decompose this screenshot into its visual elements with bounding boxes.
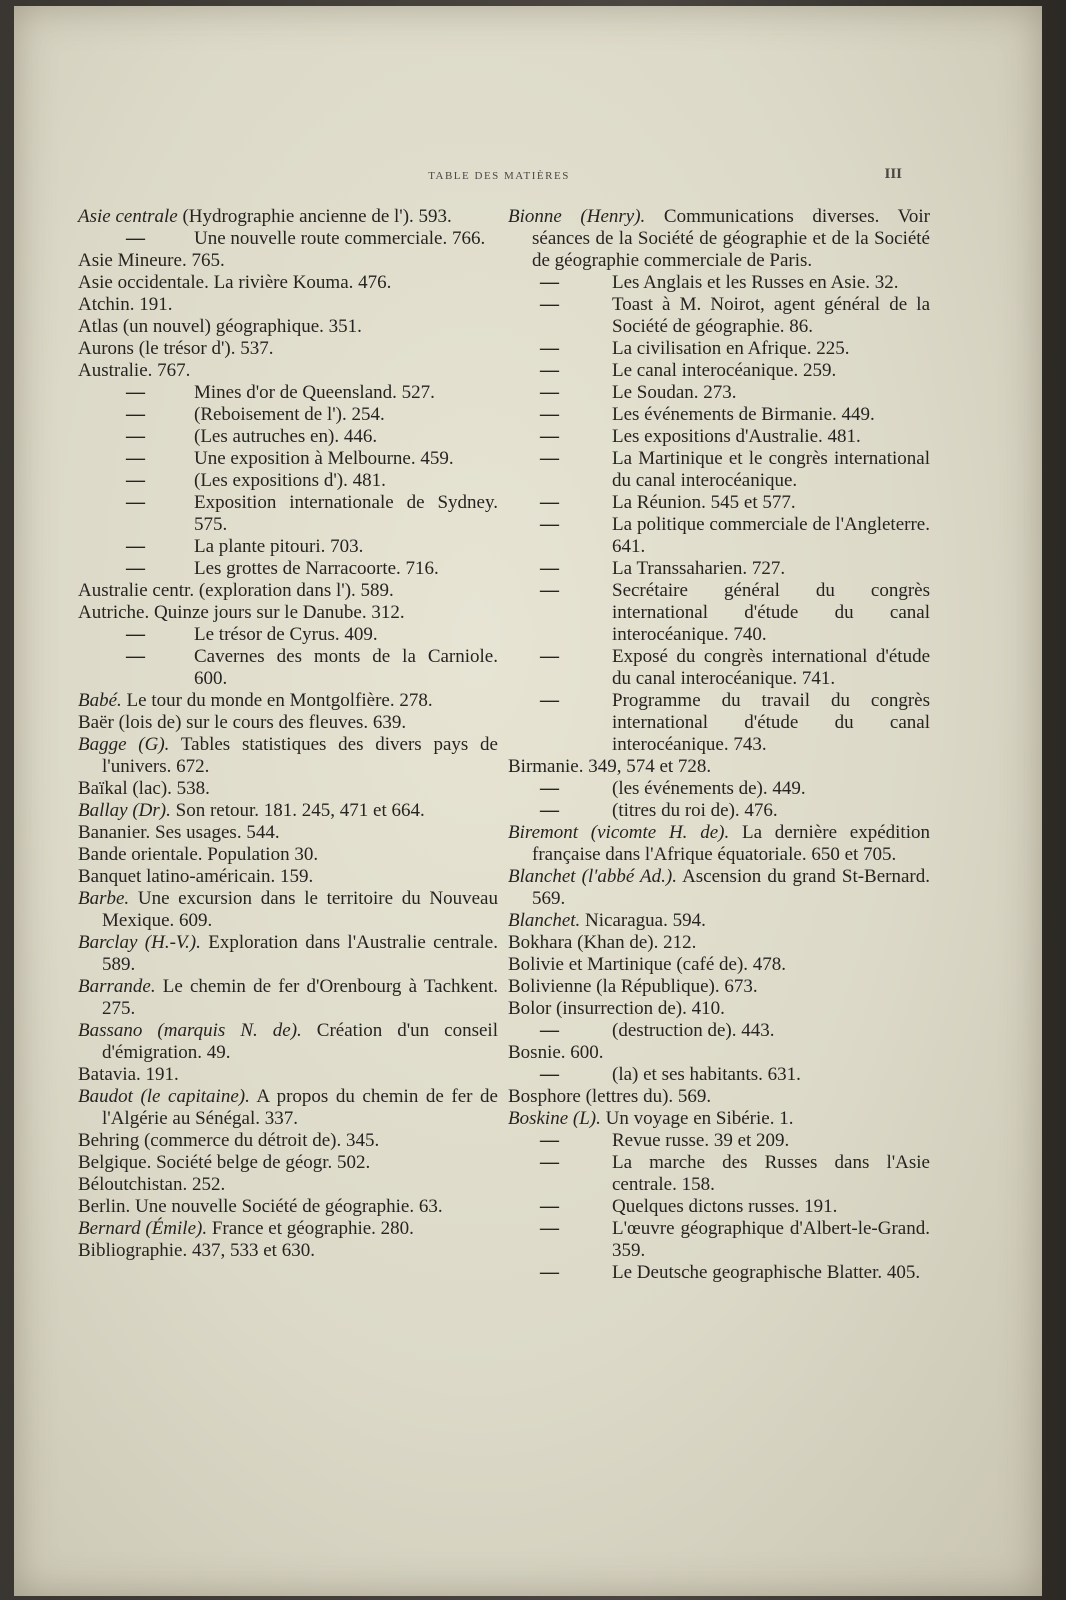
entry-text: Création d'un conseil d'émigration. 49. (102, 1020, 498, 1063)
index-column-left (78, 206, 498, 1262)
index-entry (78, 800, 498, 822)
entry-dash: — (540, 778, 559, 799)
entry-dash: — (126, 448, 145, 469)
entry-dash: — (540, 514, 559, 535)
entry-dash: — (540, 272, 559, 293)
index-subentry (78, 382, 498, 404)
entry-dash: — (540, 558, 559, 579)
entry-dash: — (126, 558, 145, 579)
index-subentry (78, 404, 498, 426)
entry-author: Biremont (vicomte H. de). (508, 822, 730, 843)
index-subentry (78, 448, 498, 470)
index-entry (78, 316, 498, 338)
entry-text: Baër (lois de) sur le cours des fleuves. 639. (78, 712, 407, 733)
entry-text: Bosphore (lettres du). 569. (508, 1086, 712, 1107)
entry-author: Ballay (Dr). (78, 800, 171, 821)
index-entry (78, 360, 498, 382)
entry-text: (la) et ses habitants. 631. (612, 1064, 801, 1085)
entry-text: Autriche. Quinze jours sur le Danube. 312. (78, 602, 405, 623)
index-subentry (508, 514, 930, 558)
index-subentry (508, 272, 930, 294)
entry-text: Le Soudan. 273. (612, 382, 737, 403)
index-entry (78, 580, 498, 602)
entry-text: (titres du roi de). 476. (612, 800, 778, 821)
entry-text: Les événements de Birmanie. 449. (612, 404, 875, 425)
entry-text: Les grottes de Narracoorte. 716. (194, 558, 439, 579)
entry-text: Asie Mineure. 765. (78, 250, 225, 271)
entry-text: (Reboisement de l'). 254. (194, 404, 385, 425)
entry-author: Baudot (le capitaine). (78, 1086, 250, 1107)
index-subentry (508, 1218, 930, 1262)
entry-text: Ascension du grand St-Bernard. 569. (532, 866, 930, 909)
index-entry (78, 932, 498, 976)
index-entry (78, 602, 498, 624)
entry-text: France et géographie. 280. (207, 1218, 414, 1239)
index-entry (78, 1020, 498, 1064)
entry-author: Bernard (Émile). (78, 1218, 208, 1239)
index-entry (78, 1064, 498, 1086)
entry-author: Bagge (G). (78, 734, 170, 755)
index-entry (78, 1174, 498, 1196)
entry-text: Baïkal (lac). 538. (78, 778, 210, 799)
index-subentry (78, 470, 498, 492)
entry-text: Le Deutsche geographische Blatter. 405. (612, 1262, 921, 1283)
page-header (14, 164, 1042, 194)
entry-text: (Les expositions d'). 481. (194, 470, 386, 491)
entry-dash: — (126, 228, 145, 249)
entry-text: Exposition internationale de Sydney. 575. (194, 492, 498, 535)
entry-text: Une nouvelle route commerciale. 766. (194, 228, 486, 249)
entry-dash: — (540, 1218, 559, 1239)
entry-text: Bande orientale. Population 30. (78, 844, 319, 865)
index-subentry (78, 426, 498, 448)
entry-text: (les événements de). 449. (612, 778, 806, 799)
entry-text: Une exposition à Melbourne. 459. (194, 448, 454, 469)
index-entry (78, 712, 498, 734)
entry-text: Son retour. 181. 245, 471 et 664. (170, 800, 425, 821)
index-subentry (508, 492, 930, 514)
index-entry (78, 822, 498, 844)
index-entry (508, 1108, 930, 1130)
entry-text: (Les autruches en). 446. (194, 426, 378, 447)
entry-text: La Transsaharien. 727. (612, 558, 786, 579)
entry-dash: — (126, 404, 145, 425)
index-subentry (508, 778, 930, 800)
index-entry (78, 1086, 498, 1130)
entry-text: Secrétaire général du congrès international d'étude du canal interocéanique. 740. (612, 580, 930, 645)
index-entry (508, 910, 930, 932)
index-subentry (508, 1152, 930, 1196)
index-entry (508, 822, 930, 866)
entry-text: Banquet latino-américain. 159. (78, 866, 314, 887)
index-entry (508, 954, 930, 976)
entry-dash: — (540, 580, 559, 601)
index-entry (78, 206, 498, 228)
entry-dash: — (540, 646, 559, 667)
index-entry (508, 1086, 930, 1108)
index-subentry (508, 1020, 930, 1042)
entry-text: Aurons (le trésor d'). 537. (78, 338, 274, 359)
entry-text: Bokhara (Khan de). 212. (508, 932, 697, 953)
index-subentry (508, 404, 930, 426)
entry-text: Tables statistiques des divers pays de l'univers. 672. (102, 734, 498, 777)
index-entry (78, 844, 498, 866)
entry-text: Communications diverses. Voir séances de la Société de géographie et de la Société de géographie commerciale de Paris. (532, 206, 930, 271)
entry-author: Asie centrale (78, 206, 178, 227)
entry-dash: — (540, 1262, 559, 1283)
index-subentry (508, 1064, 930, 1086)
entry-text: La civilisation en Afrique. 225. (612, 338, 850, 359)
entry-text: Exploration dans l'Australie centrale. 589. (102, 932, 498, 975)
index-entry (508, 932, 930, 954)
index-entry (508, 866, 930, 910)
entry-text: Les expositions d'Australie. 481. (612, 426, 861, 447)
index-entry (78, 778, 498, 800)
entry-dash: — (540, 382, 559, 403)
entry-text: Bibliographie. 437, 533 et 630. (78, 1240, 315, 1261)
entry-text: Programme du travail du congrès international d'étude du canal interocéanique. 743. (612, 690, 930, 755)
index-subentry (508, 360, 930, 382)
entry-text: Atchin. 191. (78, 294, 173, 315)
entry-text: Asie occidentale. La rivière Kouma. 476. (78, 272, 392, 293)
entry-text: Le canal interocéanique. 259. (612, 360, 837, 381)
entry-dash: — (540, 800, 559, 821)
entry-author: Boskine (L). (508, 1108, 601, 1129)
entry-author: Blanchet. (508, 910, 581, 931)
entry-dash: — (540, 294, 559, 315)
index-entry (78, 250, 498, 272)
entry-text: Behring (commerce du détroit de). 345. (78, 1130, 380, 1151)
entry-text: (Hydrographie ancienne de l'). 593. (177, 206, 452, 227)
entry-text: Australie. 767. (78, 360, 191, 381)
entry-text: Bolivienne (la République). 673. (508, 976, 758, 997)
page-number: III (884, 166, 902, 182)
entry-text: Les Anglais et les Russes en Asie. 32. (612, 272, 899, 293)
entry-text: Nicaragua. 594. (580, 910, 706, 931)
entry-text: L'œuvre géographique d'Albert-le-Grand. 359. (612, 1218, 930, 1261)
index-entry (508, 1042, 930, 1064)
index-subentry (78, 646, 498, 690)
index-entry (78, 734, 498, 778)
entry-dash: — (540, 404, 559, 425)
entry-text: Un voyage en Sibérie. 1. (600, 1108, 794, 1129)
entry-dash: — (540, 1196, 559, 1217)
index-subentry (508, 1196, 930, 1218)
entry-text: La dernière expédition française dans l'Afrique équatoriale. 650 et 705. (532, 822, 930, 865)
index-subentry (508, 690, 930, 756)
entry-dash: — (126, 624, 145, 645)
entry-text: La politique commerciale de l'Angleterre. 641. (612, 514, 930, 557)
entry-author: Bionne (Henry). (508, 206, 646, 227)
entry-text: Mines d'or de Queensland. 527. (194, 382, 435, 403)
index-subentry (78, 228, 498, 250)
entry-text: Bolivie et Martinique (café de). 478. (508, 954, 787, 975)
entry-text: Belgique. Société belge de géogr. 502. (78, 1152, 371, 1173)
entry-author: Bassano (marquis N. de). (78, 1020, 302, 1041)
index-entry (508, 976, 930, 998)
entry-text: La Réunion. 545 et 577. (612, 492, 796, 513)
entry-text: Une excursion dans le territoire du Nouveau Mexique. 609. (102, 888, 498, 931)
entry-text: Birmanie. 349, 574 et 728. (508, 756, 712, 777)
index-subentry (508, 558, 930, 580)
index-entry (78, 338, 498, 360)
entry-dash: — (126, 426, 145, 447)
index-entry (78, 294, 498, 316)
entry-text: Berlin. Une nouvelle Société de géographie. 63. (78, 1196, 443, 1217)
index-subentry (78, 624, 498, 646)
entry-dash: — (126, 492, 145, 513)
index-entry (508, 756, 930, 778)
index-subentry (508, 646, 930, 690)
entry-author: Babé. (78, 690, 122, 711)
entry-text: Toast à M. Noirot, agent général de la Société de géographie. 86. (612, 294, 930, 337)
entry-dash: — (540, 426, 559, 447)
index-entry (508, 998, 930, 1020)
entry-dash: — (540, 1020, 559, 1041)
entry-dash: — (540, 492, 559, 513)
index-entry (78, 976, 498, 1020)
running-title: TABLE DES MATIÈRES (428, 170, 570, 182)
entry-text: Revue russe. 39 et 209. (612, 1130, 790, 1151)
index-entry (78, 1130, 498, 1152)
entry-dash: — (540, 448, 559, 469)
entry-author: Barrande. (78, 976, 156, 997)
entry-text: Bolor (insurrection de). 410. (508, 998, 725, 1019)
entry-text: Le trésor de Cyrus. 409. (194, 624, 378, 645)
index-subentry (508, 448, 930, 492)
index-subentry (78, 492, 498, 536)
entry-dash: — (126, 536, 145, 557)
entry-text: Exposé du congrès international d'étude du canal interocéanique. 741. (612, 646, 930, 689)
entry-dash: — (126, 470, 145, 491)
entry-text: Quelques dictons russes. 191. (612, 1196, 838, 1217)
index-entry (78, 1240, 498, 1262)
entry-dash: — (540, 1152, 559, 1173)
index-subentry (508, 1262, 930, 1284)
index-entry (78, 272, 498, 294)
entry-dash: — (126, 382, 145, 403)
entry-text: La plante pitouri. 703. (194, 536, 364, 557)
index-entry (78, 1218, 498, 1240)
entry-text: Béloutchistan. 252. (78, 1174, 226, 1195)
entry-text: Batavia. 191. (78, 1064, 179, 1085)
entry-text: A propos du chemin de fer de l'Algérie au Sénégal. 337. (102, 1086, 498, 1129)
entry-text: La Martinique et le congrès international du canal interocéanique. (612, 448, 930, 491)
entry-text: Atlas (un nouvel) géographique. 351. (78, 316, 362, 337)
entry-dash: — (540, 338, 559, 359)
entry-text: Australie centr. (exploration dans l'). 589. (78, 580, 394, 601)
entry-author: Blanchet (l'abbé Ad.). (508, 866, 677, 887)
entry-dash: — (540, 690, 559, 711)
index-column-right (508, 206, 930, 1284)
index-subentry (508, 426, 930, 448)
book-page (14, 6, 1042, 1596)
index-entry (78, 690, 498, 712)
entry-author: Barclay (H.-V.). (78, 932, 201, 953)
index-subentry (508, 382, 930, 404)
index-subentry (508, 294, 930, 338)
index-subentry (78, 558, 498, 580)
entry-dash: — (126, 646, 145, 667)
entry-text: Bananier. Ses usages. 544. (78, 822, 280, 843)
entry-text: Cavernes des monts de la Carniole. 600. (194, 646, 498, 689)
entry-text: Bosnie. 600. (508, 1042, 604, 1063)
index-entry (508, 206, 930, 272)
index-entry (78, 1152, 498, 1174)
index-entry (78, 888, 498, 932)
index-subentry (508, 1130, 930, 1152)
entry-text: Le chemin de fer d'Orenbourg à Tachkent. 275. (102, 976, 498, 1019)
entry-dash: — (540, 1130, 559, 1151)
entry-text: Le tour du monde en Montgolfière. 278. (121, 690, 433, 711)
index-entry (78, 1196, 498, 1218)
entry-text: La marche des Russes dans l'Asie centrale. 158. (612, 1152, 930, 1195)
entry-dash: — (540, 360, 559, 381)
index-subentry (508, 580, 930, 646)
index-subentry (78, 536, 498, 558)
entry-author: Barbe. (78, 888, 130, 909)
entry-text: (destruction de). 443. (612, 1020, 775, 1041)
entry-dash: — (540, 1064, 559, 1085)
index-subentry (508, 338, 930, 360)
index-subentry (508, 800, 930, 822)
index-entry (78, 866, 498, 888)
